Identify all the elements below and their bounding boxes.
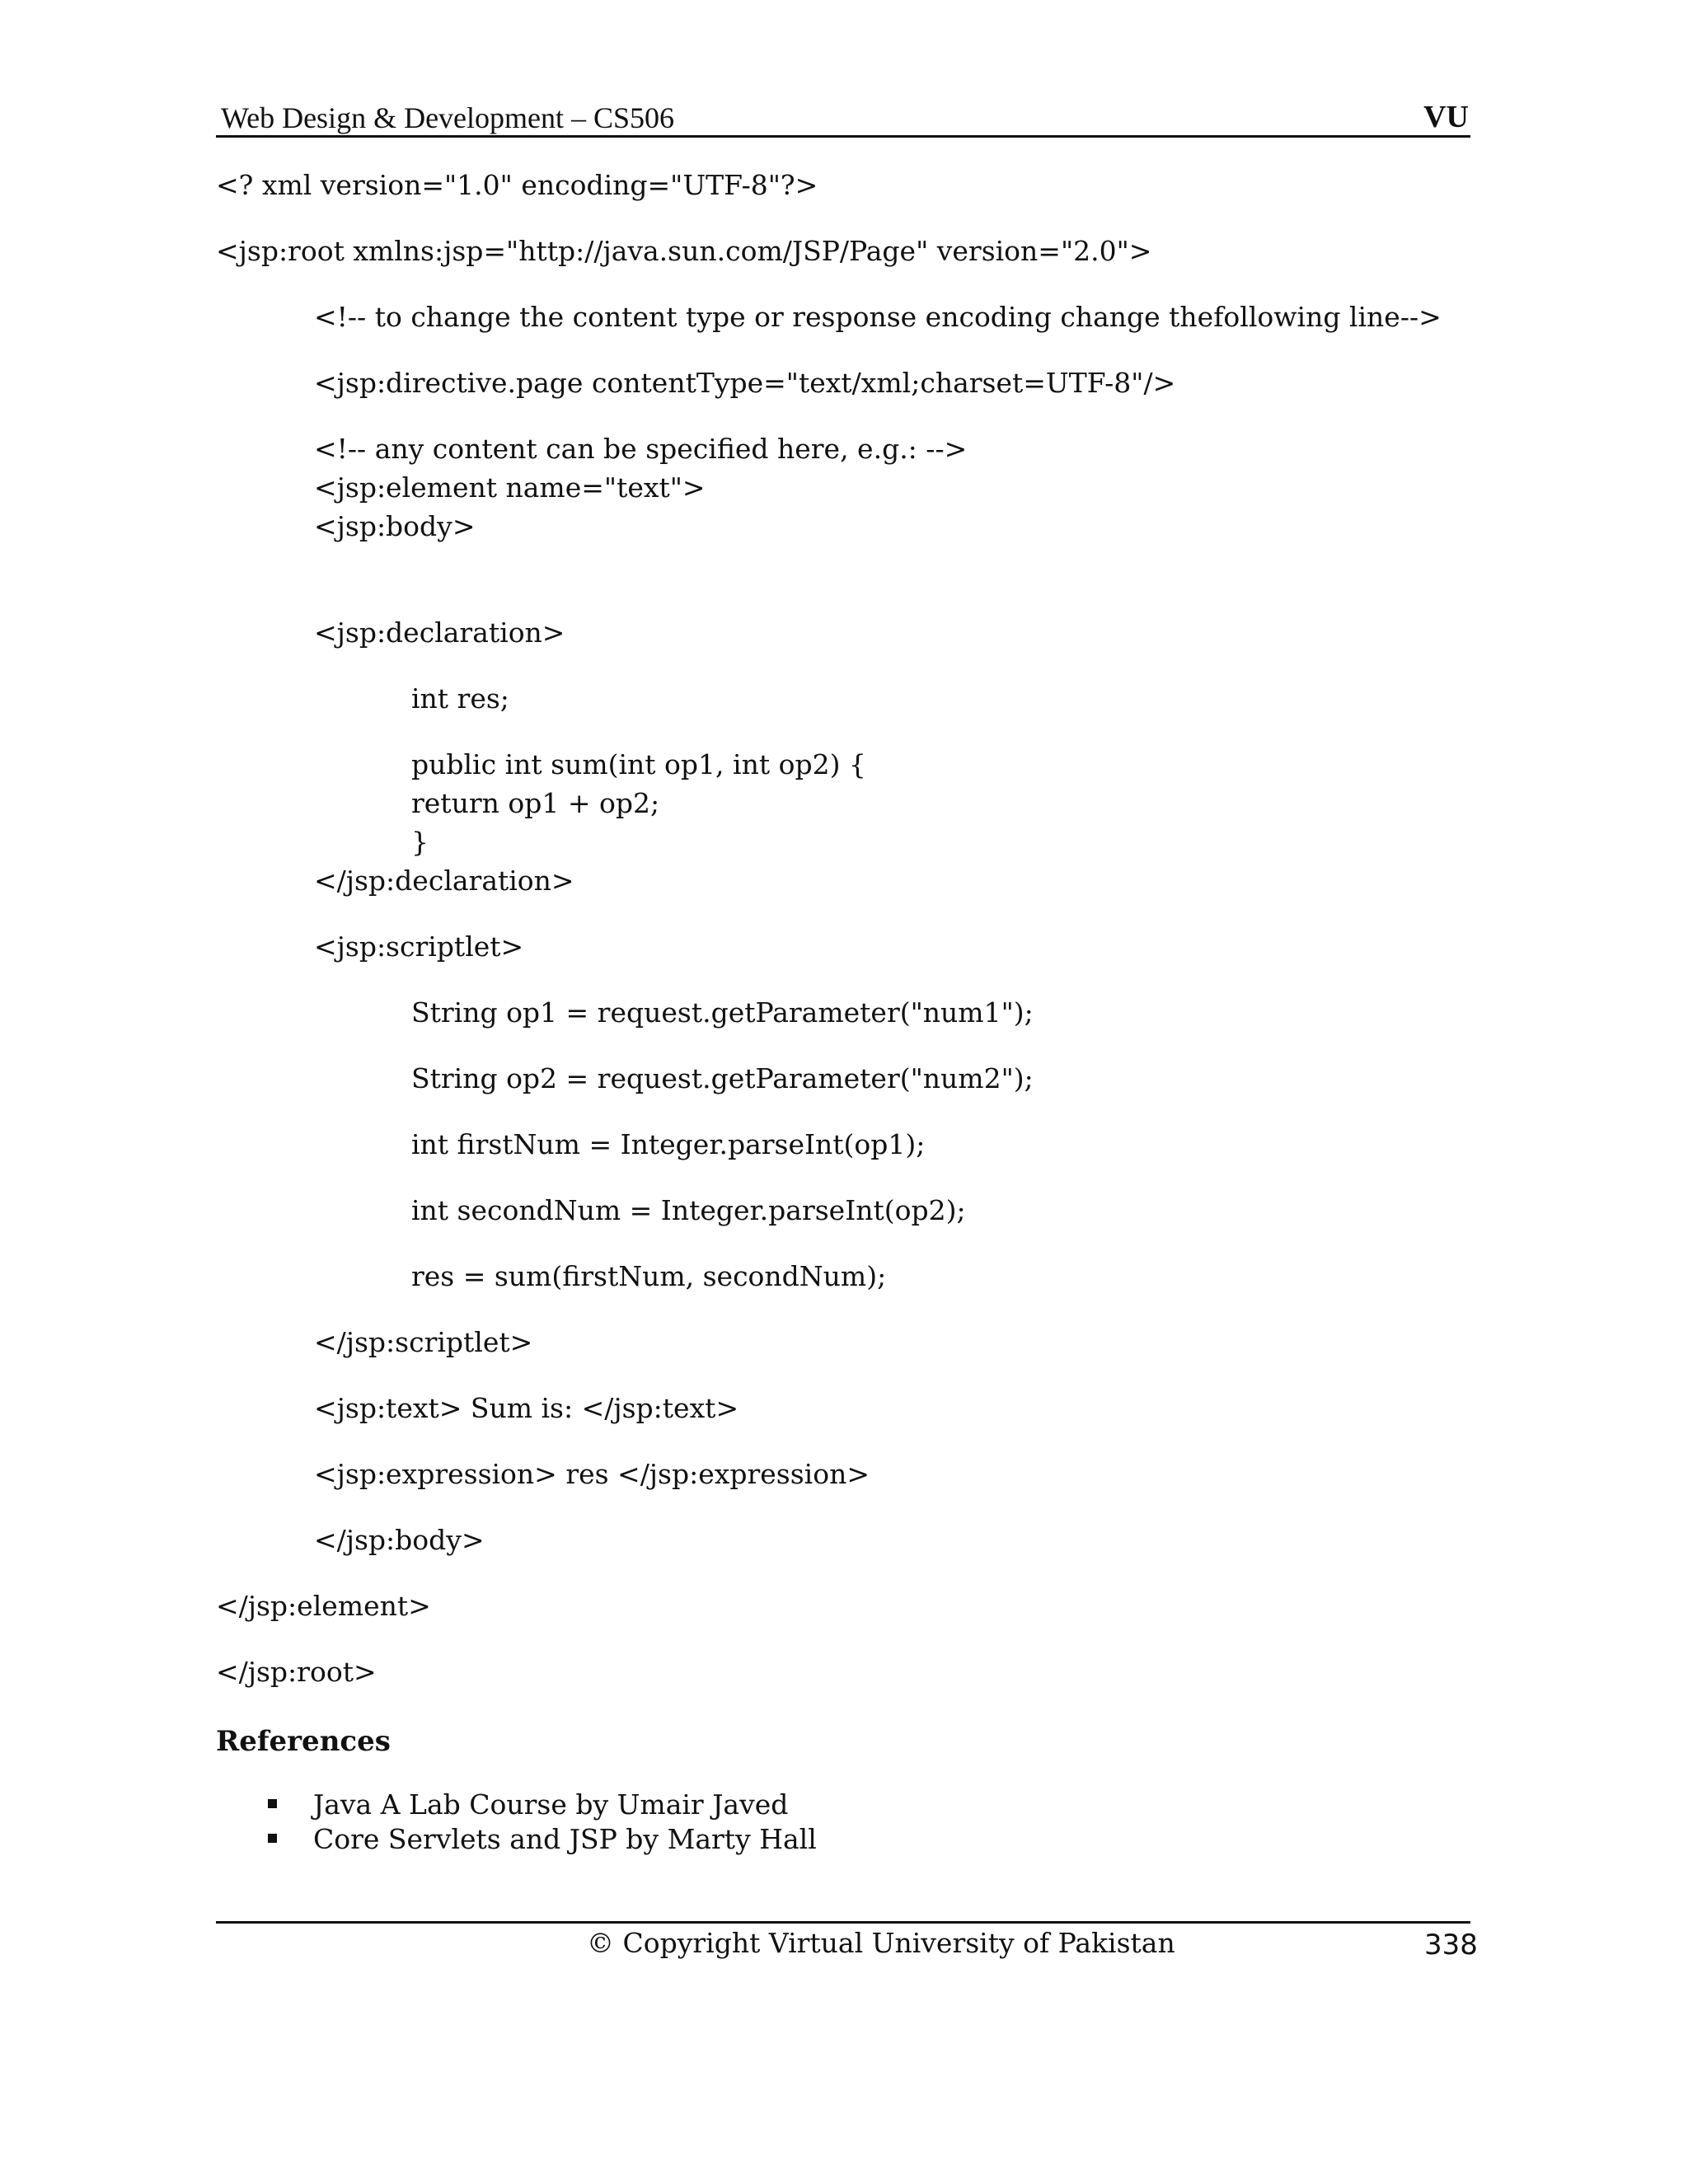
code-line: <jsp:body> (314, 510, 476, 542)
code-line: <jsp:expression> res </jsp:expression> (314, 1458, 870, 1490)
code-line: public int sum(int op1, int op2) { (411, 748, 866, 780)
code-line: return op1 + op2; (411, 787, 660, 819)
code-line: String op1 = request.getParameter("num1"); (411, 996, 1034, 1029)
references-heading: References (216, 1725, 391, 1758)
code-line: <jsp:directive.page contentType="text/xml;charset=UTF-8"/> (314, 367, 1176, 399)
code-line: <jsp:scriptlet> (314, 930, 524, 963)
copyright-notice: © Copyright Virtual University of Pakistan (587, 1927, 1175, 1959)
code-line: int firstNum = Integer.parseInt(op1); (411, 1128, 926, 1160)
code-line: int secondNum = Integer.parseInt(op2); (411, 1194, 966, 1226)
code-line: int res; (411, 682, 509, 715)
page-number: 338 (1424, 1929, 1478, 1961)
code-line: <? xml version="1.0" encoding="UTF-8"?> (216, 169, 818, 201)
vu-logo-text: VU (1423, 100, 1469, 134)
square-bullet-icon (268, 1834, 277, 1843)
reference-item (268, 1825, 817, 1853)
code-line: </jsp:element> (216, 1590, 431, 1622)
square-bullet-icon (268, 1799, 277, 1808)
code-line: res = sum(firstNum, secondNum); (411, 1260, 887, 1292)
course-title: Web Design & Development – CS506 (221, 101, 675, 134)
code-line: } (411, 826, 429, 858)
reference-text: Java A Lab Course by Umair Javed (313, 1788, 789, 1821)
code-line: <jsp:element name="text"> (314, 471, 706, 504)
code-line: <jsp:root xmlns:jsp="http://java.sun.com/JSP/Page" version="2.0"> (216, 235, 1152, 267)
code-line: </jsp:body> (314, 1524, 485, 1556)
reference-item (268, 1788, 789, 1821)
footer-divider (216, 1921, 1470, 1924)
reference-text: Core Servlets and JSP by Marty Hall (313, 1823, 817, 1855)
code-line: <!-- to change the content type or response encoding change thefollowing line--> (314, 301, 1442, 333)
code-line: <!-- any content can be specified here, e.g.: --> (314, 433, 968, 465)
code-line: <jsp:declaration> (314, 616, 565, 649)
code-line: <jsp:text> Sum is: </jsp:text> (314, 1392, 739, 1424)
code-line: </jsp:root> (216, 1656, 377, 1688)
code-line: </jsp:scriptlet> (314, 1326, 533, 1358)
page-header (216, 97, 1470, 138)
code-line: String op2 = request.getParameter("num2"); (411, 1062, 1034, 1094)
code-line: </jsp:declaration> (314, 865, 574, 897)
